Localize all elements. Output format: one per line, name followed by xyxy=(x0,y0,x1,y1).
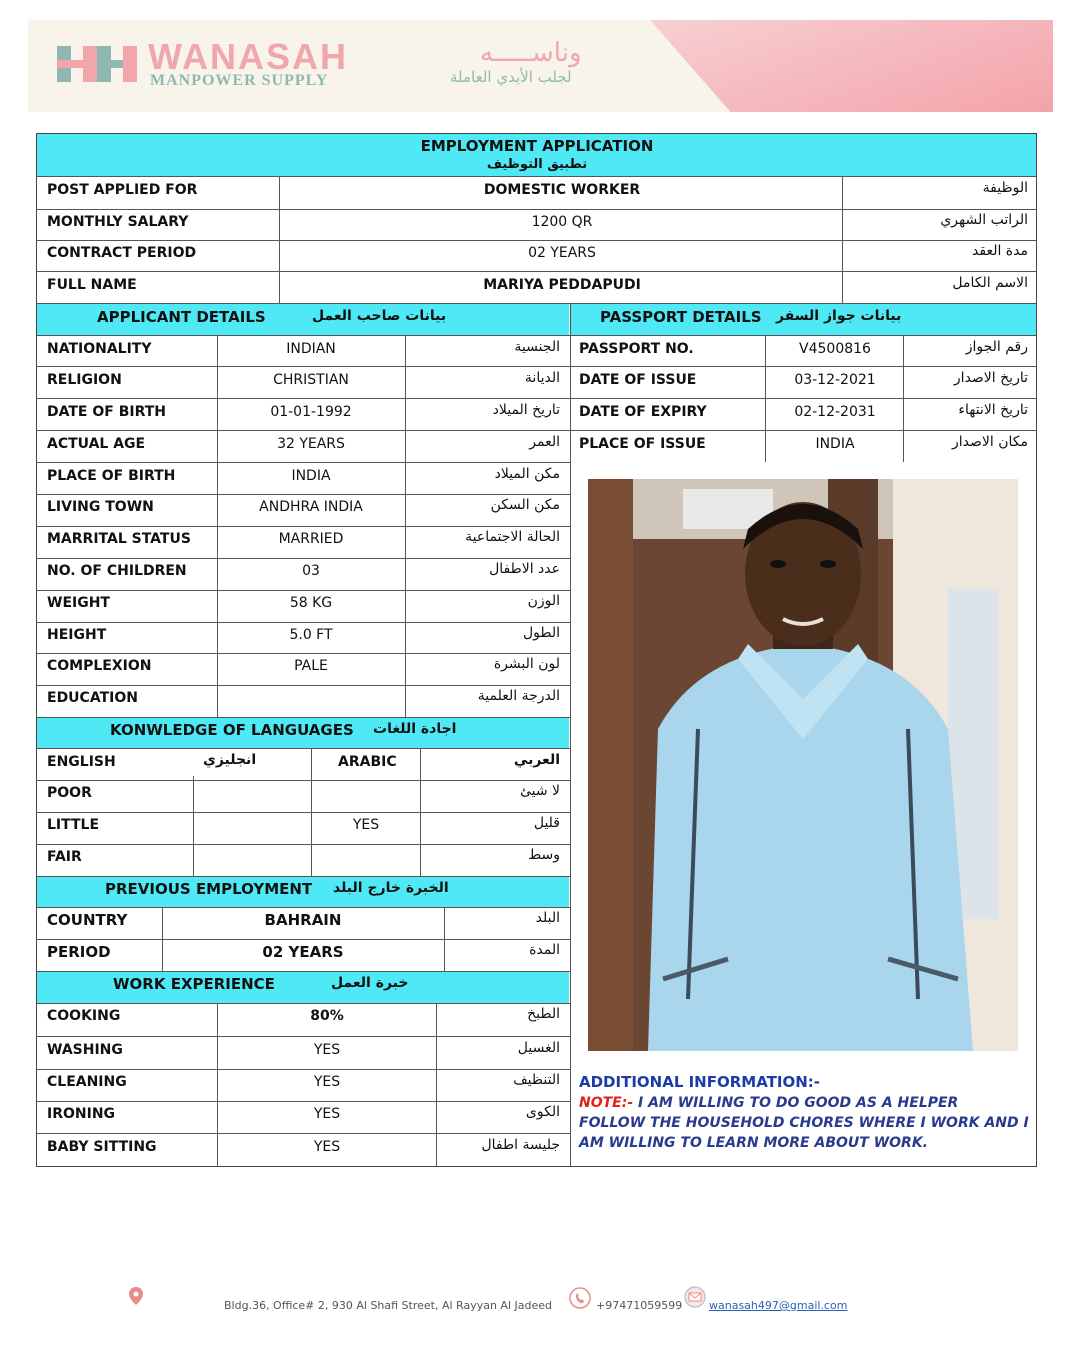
previous-header: PREVIOUS EMPLOYMENT xyxy=(105,880,313,898)
company-name: WANASAH xyxy=(148,36,348,77)
applicant-label-ar: الوزن xyxy=(527,593,560,609)
note-prefix: NOTE:- xyxy=(579,1095,634,1111)
experience-value: 80% xyxy=(310,1008,344,1024)
footer-address: Bldg.36, Office# 2, 930 Al Shafi Street, Al Rayyan Al Jadeed xyxy=(224,1299,552,1312)
contract-value: 02 YEARS xyxy=(528,245,596,261)
language-level-label-ar: لا شيئ xyxy=(519,783,560,799)
experience-label: WASHING xyxy=(47,1042,123,1058)
applicant-label-ar: العمر xyxy=(529,434,560,450)
email-icon xyxy=(684,1286,706,1308)
experience-label: IRONING xyxy=(47,1106,116,1122)
applicant-label-ar: عدد الاطفال xyxy=(489,561,560,577)
experience-value: YES xyxy=(313,1106,341,1122)
form-title: EMPLOYMENT APPLICATION xyxy=(420,137,654,155)
applicant-label: DATE OF BIRTH xyxy=(47,404,166,420)
applicant-photo xyxy=(588,479,1018,1051)
company-name-arabic: وناســـــه xyxy=(480,38,582,68)
applicant-label: NO. OF CHILDREN xyxy=(47,563,187,579)
applicant-label-ar: الجنسية xyxy=(514,339,560,355)
applicant-label-ar: مكن الميلاد xyxy=(494,466,560,482)
applicant-label: HEIGHT xyxy=(47,627,107,643)
applicant-value: INDIAN xyxy=(286,341,336,357)
applicant-value: MARRIED xyxy=(278,531,344,547)
experience-value: YES xyxy=(313,1139,341,1155)
note-text: I AM WILLING TO DO GOOD AS A HELPER FOLLOW THE HOUSEHOLD CHORES WHERE I WORK AND I AM WILLING TO LEARN MORE ABOUT WORK. xyxy=(579,1095,1029,1151)
applicant-label: PLACE OF BIRTH xyxy=(47,468,176,484)
post-label: POST APPLIED FOR xyxy=(47,182,198,198)
applicant-header-ar: بيانات صاحب العمل xyxy=(312,308,447,324)
previous-label: COUNTRY xyxy=(47,911,128,929)
passport-label: DATE OF ISSUE xyxy=(579,372,697,388)
footer-email-link[interactable]: wanasah497@gmail.com xyxy=(709,1299,848,1312)
lang-english-col-ar: انجليزي xyxy=(203,752,257,768)
applicant-value: 5.0 FT xyxy=(289,627,333,643)
contract-label-ar: مدة العقد xyxy=(972,243,1028,259)
applicant-label-ar: لون البشرة xyxy=(493,656,560,672)
applicant-label-ar: الدرجة العلمية xyxy=(477,688,560,704)
footer-phone: +97471059599 xyxy=(596,1299,683,1312)
passport-label-ar: رقم الجواز xyxy=(965,339,1028,355)
experience-label: COOKING xyxy=(47,1008,121,1024)
passport-value: V4500816 xyxy=(799,341,871,357)
language-arabic-value: YES xyxy=(352,817,380,833)
passport-label: DATE OF EXPIRY xyxy=(579,404,707,420)
form-title-arabic: تطبيق التوظيف xyxy=(486,157,588,172)
applicant-label: MARRITAL STATUS xyxy=(47,531,191,547)
experience-header: WORK EXPERIENCE xyxy=(113,975,275,993)
applicant-value: ANDHRA INDIA xyxy=(259,499,363,515)
languages-header: KONWLEDGE OF LANGUAGES xyxy=(110,721,354,739)
applicant-label-ar: الحالة الاجتماعية xyxy=(465,529,560,545)
salary-value: 1200 QR xyxy=(531,214,593,230)
passport-header-ar: بيانات جواز السفر xyxy=(776,308,902,324)
additional-info-header: ADDITIONAL INFORMATION:- xyxy=(579,1073,820,1091)
language-level-label-ar: قليل xyxy=(533,815,560,831)
passport-label-ar: تاريخ الانتهاء xyxy=(958,402,1028,418)
contract-label: CONTRACT PERIOD xyxy=(47,245,197,261)
experience-label-ar: الطبخ xyxy=(527,1006,560,1022)
applicant-label: RELIGION xyxy=(47,372,122,388)
experience-header-ar: خبرة العمل xyxy=(331,975,409,991)
applicant-value: 01-01-1992 xyxy=(270,404,352,420)
company-tagline-arabic: لجلب الأيدي العاملة xyxy=(450,68,572,86)
passport-value: 02-12-2031 xyxy=(794,404,876,420)
language-level-label: POOR xyxy=(47,785,92,801)
passport-label: PASSPORT NO. xyxy=(579,341,694,357)
applicant-label-ar: تاريخ الميلاد xyxy=(492,402,560,418)
languages-header-ar: اجادة اللغات xyxy=(373,721,457,737)
experience-label-ar: الكوى xyxy=(525,1104,560,1120)
applicant-value: 32 YEARS xyxy=(277,436,345,452)
experience-label-ar: الغسيل xyxy=(517,1040,560,1056)
applicant-label: LIVING TOWN xyxy=(47,499,154,515)
passport-header: PASSPORT DETAILS xyxy=(600,308,762,326)
previous-label-ar: المدة xyxy=(529,942,560,958)
previous-value: 02 YEARS xyxy=(262,943,344,961)
company-tagline: MANPOWER SUPPLY xyxy=(150,72,329,89)
experience-value: YES xyxy=(313,1074,341,1090)
location-pin-icon xyxy=(129,1287,143,1305)
applicant-value: INDIA xyxy=(291,468,331,484)
additional-info-note xyxy=(579,1093,1029,1153)
experience-label-ar: التنظيف xyxy=(513,1072,560,1088)
language-level-label: LITTLE xyxy=(47,817,100,833)
lang-arabic-col: ARABIC xyxy=(338,754,397,770)
post-label-ar: الوظيفة xyxy=(982,180,1028,196)
phone-icon xyxy=(569,1287,591,1309)
previous-header-ar: الخبرة خارج البلد xyxy=(333,880,449,896)
passport-value: 03-12-2021 xyxy=(794,372,876,388)
applicant-value: PALE xyxy=(294,658,328,674)
passport-value: INDIA xyxy=(815,436,855,452)
salary-label: MONTHLY SALARY xyxy=(47,214,189,230)
applicant-label-ar: الطول xyxy=(522,625,560,641)
applicant-label-ar: مكن السكن xyxy=(490,497,560,513)
previous-value: BAHRAIN xyxy=(264,911,342,929)
passport-label: PLACE OF ISSUE xyxy=(579,436,706,452)
applicant-value: 03 xyxy=(302,563,320,579)
passport-label-ar: تاريخ الاصدار xyxy=(953,370,1028,386)
lang-arabic-col-ar: العربي xyxy=(513,752,560,768)
applicant-value: 58 KG xyxy=(289,595,333,611)
experience-label-ar: جليسة اطفال xyxy=(481,1137,560,1153)
language-level-label-ar: وسط xyxy=(528,847,560,863)
language-level-label: FAIR xyxy=(47,849,82,865)
applicant-label: WEIGHT xyxy=(47,595,110,611)
experience-value: YES xyxy=(313,1042,341,1058)
passport-label-ar: مكان الاصدار xyxy=(952,434,1028,450)
previous-label: PERIOD xyxy=(47,943,111,961)
experience-label: CLEANING xyxy=(47,1074,127,1090)
applicant-header: APPLICANT DETAILS xyxy=(97,308,266,326)
applicant-label: EDUCATION xyxy=(47,690,138,706)
applicant-label: ACTUAL AGE xyxy=(47,436,146,452)
fullname-value: MARIYA PEDDAPUDI xyxy=(483,277,641,293)
previous-label-ar: البلد xyxy=(535,910,560,926)
applicant-label-ar: الديانة xyxy=(524,370,560,386)
experience-label: BABY SITTING xyxy=(47,1139,157,1155)
lang-english-col: ENGLISH xyxy=(47,754,116,770)
fullname-label-ar: الاسم الكامل xyxy=(952,275,1028,291)
post-value: DOMESTIC WORKER xyxy=(483,182,641,198)
salary-label-ar: الراتب الشهري xyxy=(940,212,1028,228)
applicant-value: CHRISTIAN xyxy=(273,372,349,388)
company-logo-icon xyxy=(55,42,140,86)
applicant-label: COMPLEXION xyxy=(47,658,152,674)
fullname-label: FULL NAME xyxy=(47,277,137,293)
applicant-label: NATIONALITY xyxy=(47,341,152,357)
